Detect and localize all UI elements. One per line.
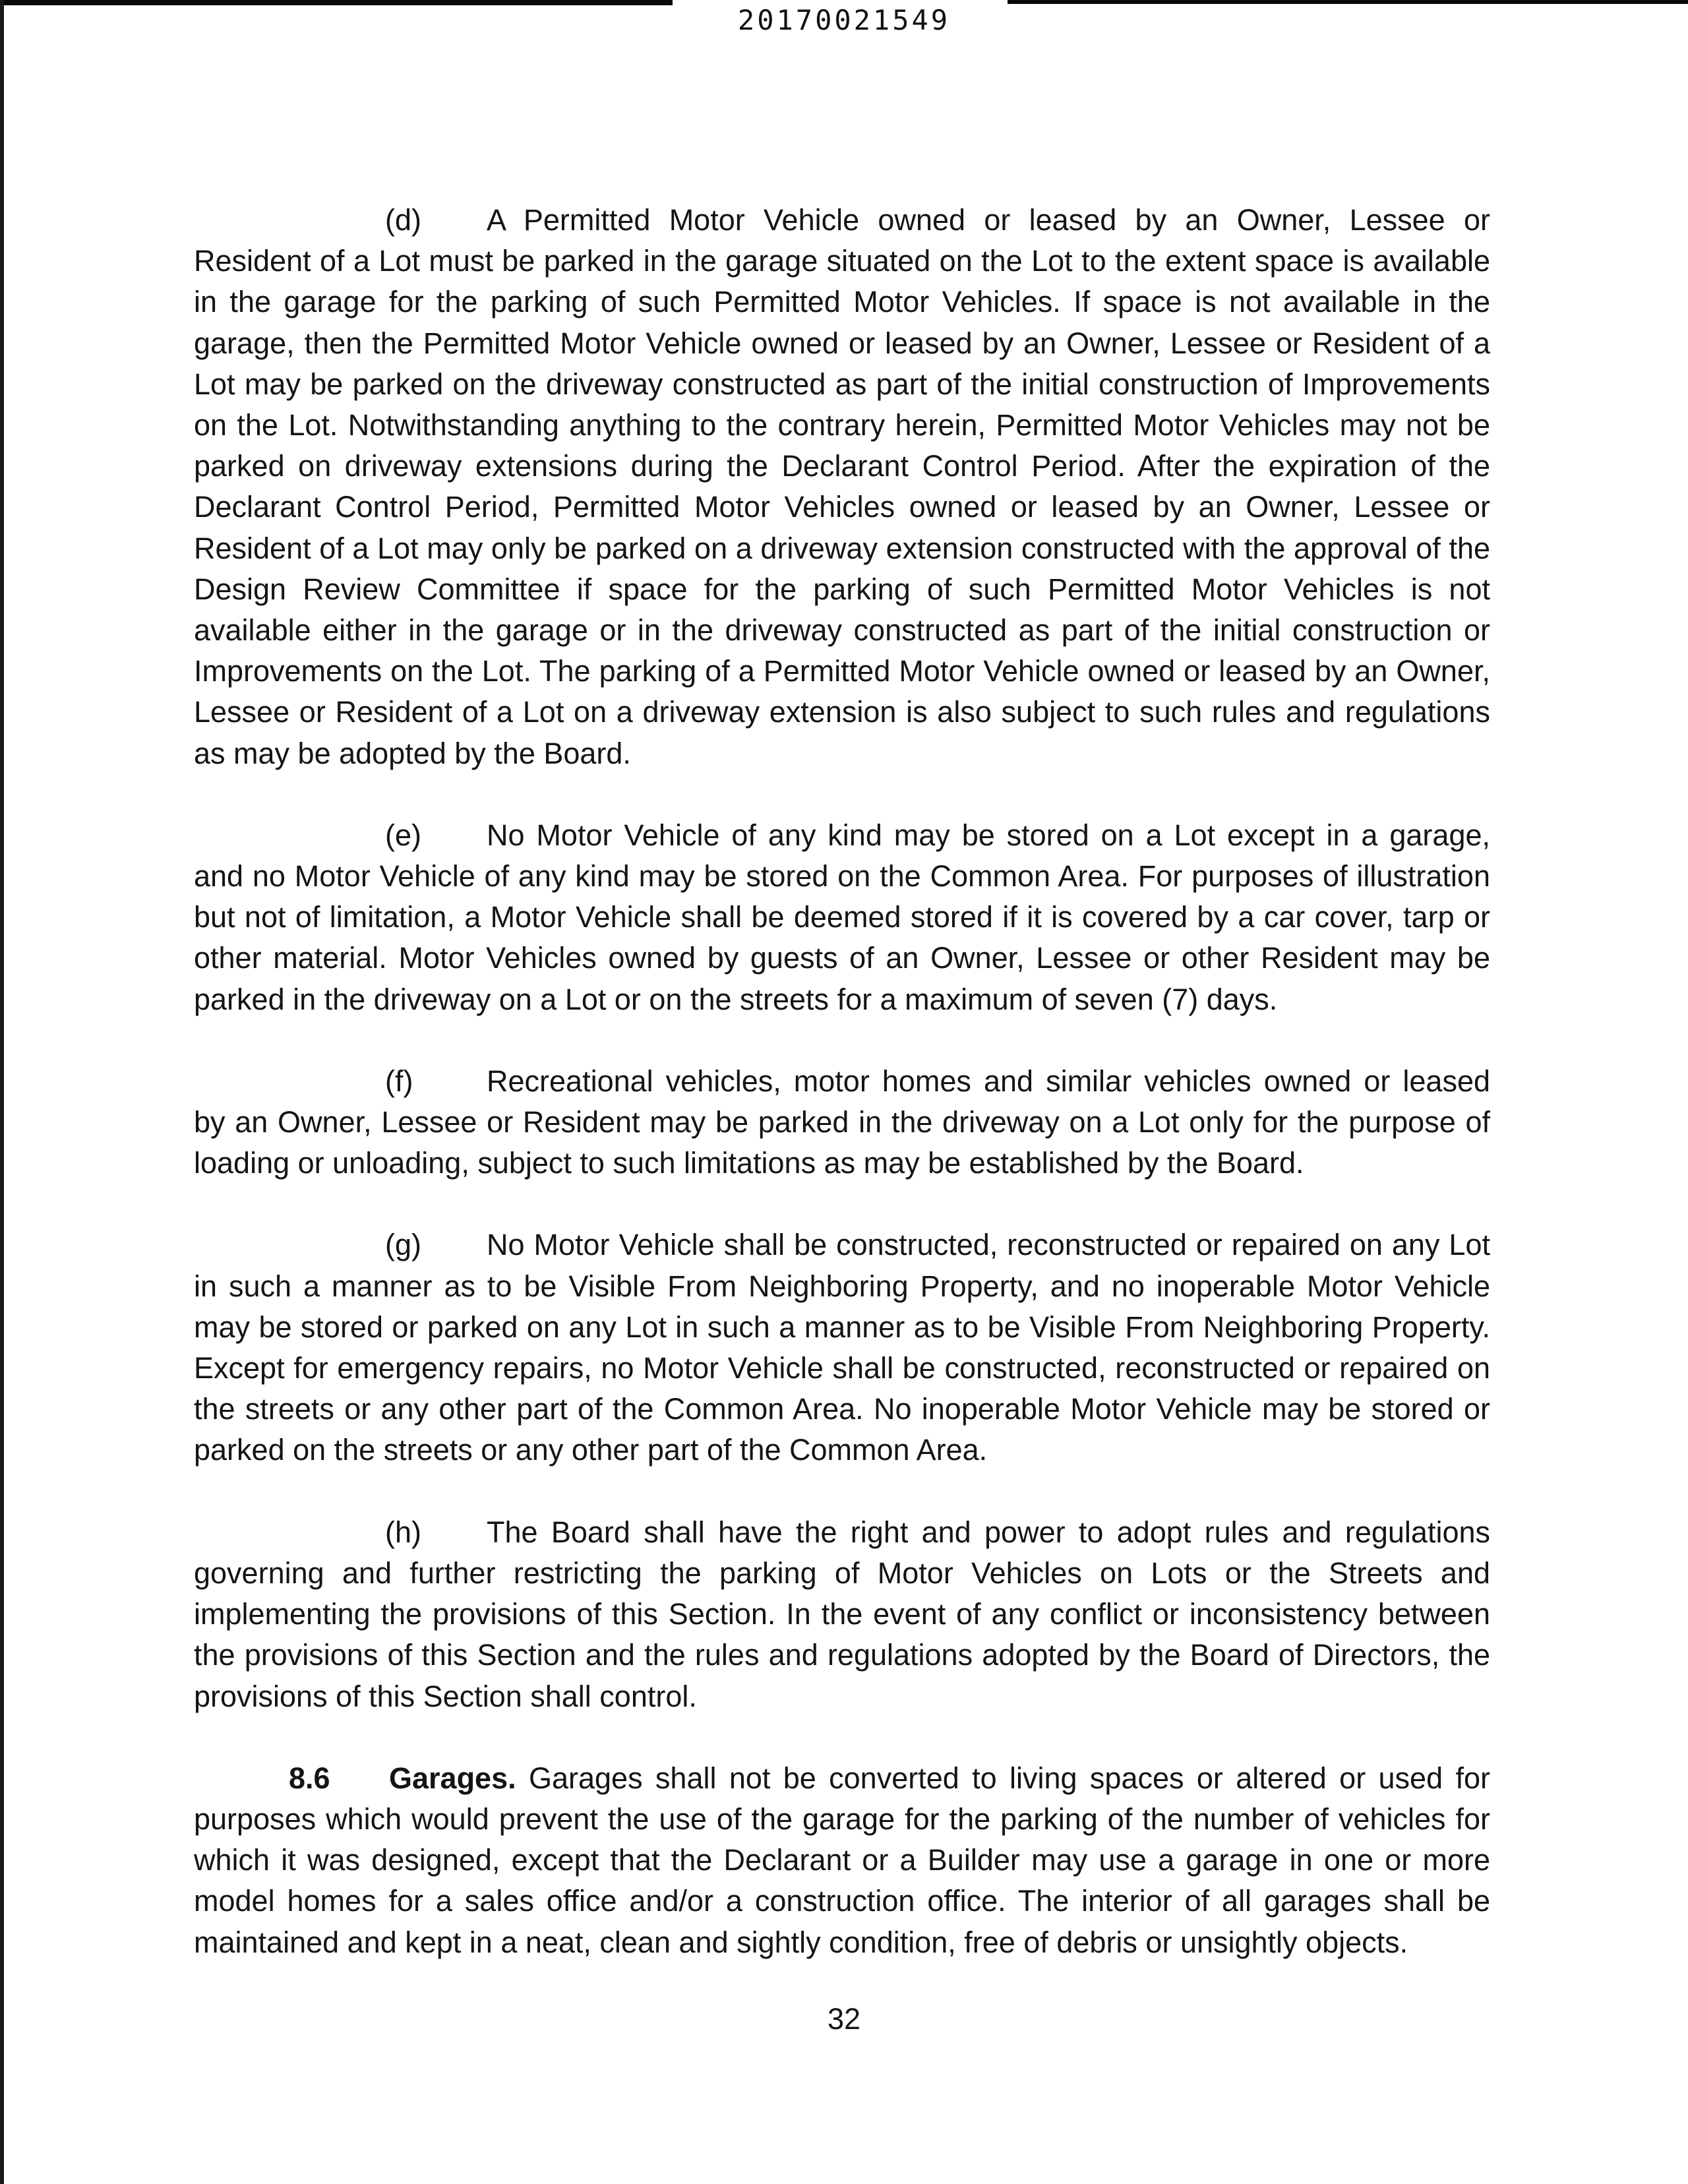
paragraph-marker: (d): [385, 203, 421, 237]
paragraph-d: [194, 200, 1490, 774]
page-number: 32: [827, 2002, 861, 2036]
section-8-6: [194, 1758, 1490, 1963]
paragraph-h: [194, 1512, 1490, 1717]
paragraph-text: No Motor Vehicle of any kind may be stored on a Lot except in a garage, and no Motor Vehicle of any kind may be stored on the Common Area. For purposes of illustration but not of limitation, a Motor Vehicle shall be deemed stored if it is covered by a car cover, tarp or other material. Motor Vehicles owned by guests of an Owner, Lessee or other Resident may be parked in the driveway on a Lot or on the streets for a maximum of seven (7) days.: [194, 818, 1490, 1016]
paragraph-text: A Permitted Motor Vehicle owned or leased by an Owner, Lessee or Resident of a Lot must be parked in the garage situated on the Lot to the extent space is available in the garage for the parking of such Permitted Motor Vehicles. If space is not available in the garage, then the Permitted Motor Vehicle owned or leased by an Owner, Lessee or Resident of a Lot may be parked on the driveway constructed as part of the initial construction of Improvements on the Lot. Notwithstanding anything to the contrary herein, Permitted Motor Vehicles may not be parked on driveway extensions during the Declarant Control Period. After the expiration of the Declarant Control Period, Permitted Motor Vehicles owned or leased by an Owner, Lessee or Resident of a Lot may only be parked on a driveway extension constructed with the approval of the Design Review Committee if space for the parking of such Permitted Motor Vehicles is not available either in the garage or in the driveway constructed as part of the initial construction or Improvements on the Lot. The parking of a Permitted Motor Vehicle owned or leased by an Owner, Lessee or Resident of a Lot on a driveway extension is also subject to such rules and regulations as may be adopted by the Board.: [194, 203, 1490, 770]
paragraph-marker: (g): [385, 1228, 421, 1262]
paragraph-g: [194, 1225, 1490, 1471]
paragraph-marker: (h): [385, 1515, 421, 1549]
scan-border-left: [0, 0, 4, 2184]
section-text: Garages shall not be converted to living spaces or altered or used for purposes which would prevent the use of the garage for the parking of the number of vehicles for which it was designed, except that the Declarant or a Builder may use a garage in one or more model homes for a sales office and/or a construction office. The interior of all garages shall be maintained and kept in a neat, clean and sightly condition, free of debris or unsightly objects.: [194, 1761, 1490, 1959]
document-number: 20170021549: [737, 4, 951, 36]
paragraph-text: Recreational vehicles, motor homes and similar vehicles owned or leased by an Owner, Lessee or Resident may be parked in the driveway on a Lot only for the purpose of loading or unloading, subject to such limitations as may be established by the Board.: [194, 1064, 1490, 1180]
paragraph-marker: (f): [385, 1064, 413, 1098]
paragraph-text: The Board shall have the right and power to adopt rules and regulations governing and further restricting the parking of Motor Vehicles on Lots or the Streets and implementing the provisions of this Section. In the event of any conflict or inconsistency between the provisions of this Section and the rules and regulations adopted by the Board of Directors, the provisions of this Section shall control.: [194, 1515, 1490, 1713]
paragraph-marker: (e): [385, 818, 421, 852]
document-body: [194, 200, 1490, 1963]
section-number: 8.6: [289, 1761, 330, 1795]
paragraph-f: [194, 1061, 1490, 1184]
section-title: Garages.: [389, 1761, 516, 1795]
paragraph-e: [194, 815, 1490, 1020]
paragraph-text: No Motor Vehicle shall be constructed, reconstructed or repaired on any Lot in such a manner as to be Visible From Neighboring Property, and no inoperable Motor Vehicle may be stored or parked on any Lot in such a manner as to be Visible From Neighboring Property. Except for emergency repairs, no Motor Vehicle shall be constructed, reconstructed or repaired on the streets or any other part of the Common Area. No inoperable Motor Vehicle may be stored or parked on the streets or any other part of the Common Area.: [194, 1228, 1490, 1467]
